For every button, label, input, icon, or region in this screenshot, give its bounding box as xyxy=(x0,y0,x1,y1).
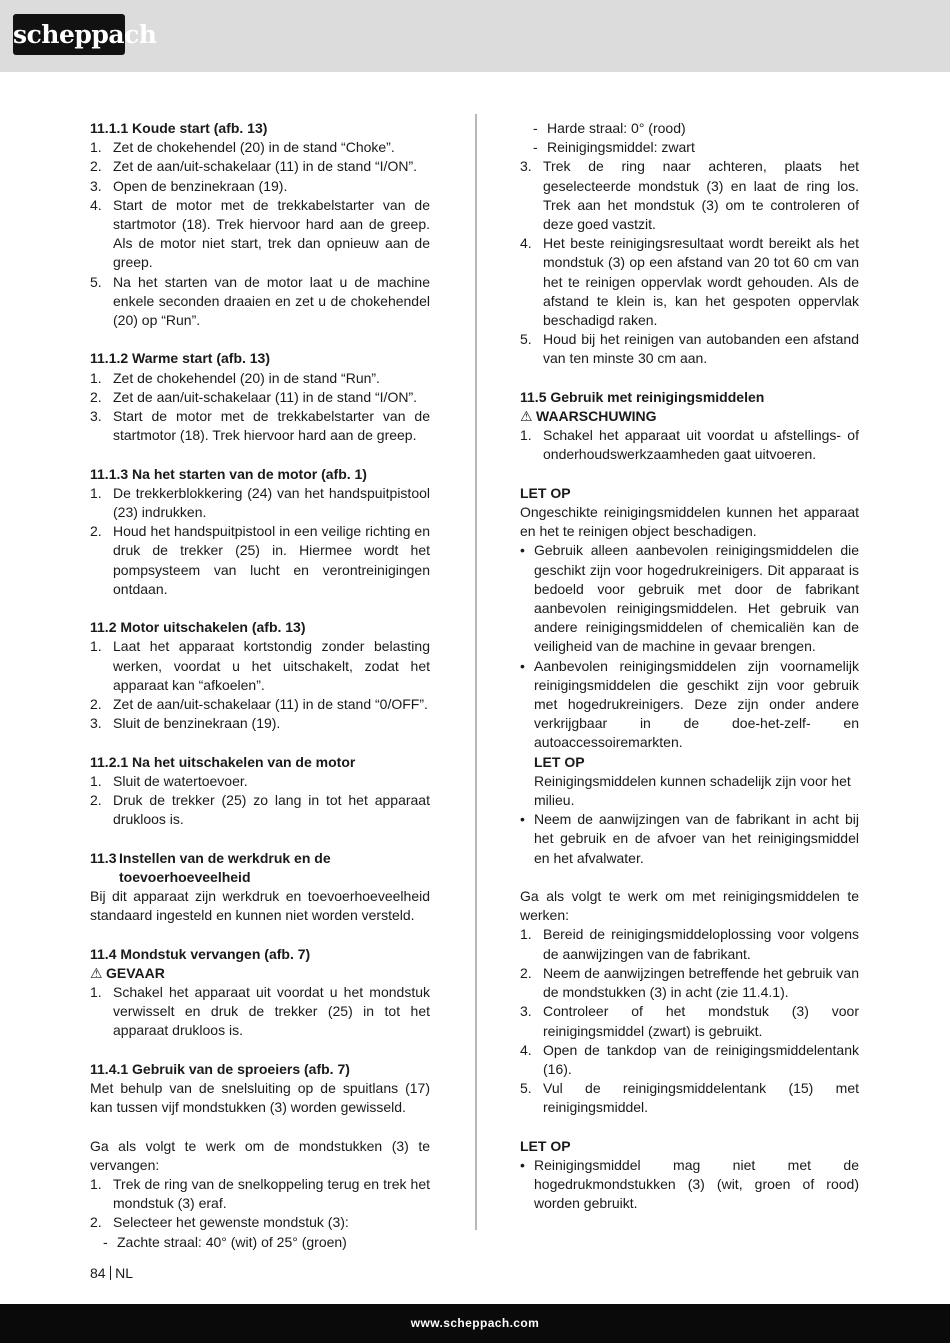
list-item-number: 3. xyxy=(520,1003,532,1020)
list-item xyxy=(520,1041,859,1079)
list-item-text: Neem de aanwijzingen betreffende het gebruik van de mondstukken (3) in acht (zie 11.4.1). xyxy=(543,964,859,1001)
note-text: Ongeschikte reinigingsmiddelen kunnen het apparaat en het te reinigen object beschadigen. xyxy=(520,504,859,540)
list-item-number: 2. xyxy=(90,158,102,175)
list-detergent-steps xyxy=(520,925,859,1117)
list-item-text: Selecteer het gewenste mondstuk (3): xyxy=(113,1214,349,1231)
list-item-text: Bereid de reinigingsmiddeloplossing voor volgens de aanwijzingen van de fabrikant. xyxy=(543,926,859,962)
list-11-4 xyxy=(90,983,430,1041)
paragraph-11-4-1-intro: Ga als volgt te werk om de mondstukken (3) te vervangen: xyxy=(90,1137,430,1173)
list-item xyxy=(90,157,430,176)
warning-triangle-icon: ⚠ xyxy=(90,964,103,981)
warning-label: GEVAAR xyxy=(106,964,165,981)
list-item-text: Het beste reinigingsresultaat wordt bereikt als het mondstuk (3) op een afstand van 20 tot 60 cm van het te reinigen oppervlak wordt gehouden. Als de afstand te klein is, kan het gespoten oppervlak beschadigd raken. xyxy=(543,235,859,329)
list-item-number: 4. xyxy=(90,196,102,213)
list-item xyxy=(90,1213,430,1232)
dash-item: - Harde straal: 0° (rood) xyxy=(533,120,686,136)
list-item-number: 1. xyxy=(520,926,532,943)
list-item-number: 3. xyxy=(520,158,532,175)
list-item-text: Trek de ring van de snelkoppeling terug en trek het mondstuk (3) eraf. xyxy=(113,1176,430,1212)
list-item-text: Start de motor met de trekkabelstarter van de startmotor (18). Trek hiervoor hard aan de greep. xyxy=(113,408,430,444)
section-title-11-2: 11.2 Motor uitschakelen (afb. 13) xyxy=(90,619,306,636)
note-title: LET OP xyxy=(520,1137,571,1154)
list-item xyxy=(90,177,430,196)
list-item xyxy=(90,388,430,407)
page-footer xyxy=(90,1265,133,1282)
section-title-11-3 xyxy=(90,849,430,887)
list-item xyxy=(90,196,430,273)
list-item-text: Open de tankdop van de reinigingsmiddelentank (16). xyxy=(543,1041,859,1077)
list-item-text: Vul de reinigingsmiddelentank (15) met reinigingsmiddel. xyxy=(543,1080,859,1116)
left-column xyxy=(90,119,430,1252)
list-item-text: Schakel het apparaat uit voordat u het mondstuk verwisselt en druk de trekker (25) in tot het apparaat drukloos is. xyxy=(113,984,430,1039)
list-item-number: 4. xyxy=(520,235,532,252)
list-item xyxy=(520,426,859,464)
list-item-text: Sluit de watertoevoer. xyxy=(113,772,248,789)
list-item xyxy=(90,772,430,791)
list-11-1-2 xyxy=(90,369,430,446)
bullet-item: • Gebruik alleen aanbevolen reinigingsmiddelen die geschikt zijn voor hogedrukreinigers. Dit apparaat is bedoeld voor gebruik met door de fabrikant aanbevolen reinigingsmiddelen. Het gebruik van andere reinigingsmiddelen of chemicaliën kan de veiligheid van de machine in gevaar brengen. xyxy=(520,542,859,655)
bullet-item: • Reinigingsmiddel mag niet met de hogedrukmondstukken (3) (wit, groen of rood) worden gebruikt. xyxy=(520,1156,859,1212)
scheppach-logo: scheppach xyxy=(13,14,125,55)
list-item-number: 2. xyxy=(90,1214,102,1231)
list-item-number: 2. xyxy=(90,388,102,405)
list-11-2-1 xyxy=(90,772,430,830)
list-item-number: 3. xyxy=(90,715,102,732)
section-title-11-4-1: 11.4.1 Gebruik van de sproeiers (afb. 7) xyxy=(90,1060,350,1077)
list-11-4-1 xyxy=(90,1175,430,1233)
list-item xyxy=(90,983,430,1041)
list-item xyxy=(520,330,859,368)
list-item xyxy=(520,1079,859,1117)
list-item-text: Druk de trekker (25) zo lang in tot het apparaat drukloos is. xyxy=(113,792,430,828)
list-item-text: Trek de ring naar achteren, plaats het geselecteerde mondstuk (3) en laat de ring los. Trek aan het mondstuk (3) om te controleren of deze goed vastzit. xyxy=(543,158,859,233)
website-link[interactable]: www.scheppach.com xyxy=(410,1316,540,1330)
bullet-item: • Neem de aanwijzingen van de fabrikant in acht bij het gebruik en de afvoer van het reinigingsmiddel en het afvalwater. xyxy=(520,811,859,866)
list-item xyxy=(90,637,430,695)
list-item-number: 1. xyxy=(90,984,102,1001)
list-item xyxy=(520,925,859,963)
list-item xyxy=(520,157,859,234)
note-title: LET OP xyxy=(520,484,571,501)
section-title-11-1-1: 11.1.1 Koude start (afb. 13) xyxy=(90,120,268,136)
section-title-11-4: 11.4 Mondstuk vervangen (afb. 7) xyxy=(90,945,311,962)
list-item xyxy=(90,695,430,714)
list-item-text: Open de benzinekraan (19). xyxy=(113,177,288,194)
warning-label: WAARSCHUWING xyxy=(536,408,657,425)
dash-item: - Reinigingsmiddel: zwart xyxy=(533,139,695,156)
header-band xyxy=(0,0,950,72)
list-item xyxy=(90,484,430,522)
list-item-number: 1. xyxy=(520,427,532,444)
section-title-11-1-2: 11.1.2 Warme start (afb. 13) xyxy=(90,350,271,367)
list-item xyxy=(90,273,430,331)
column-divider xyxy=(475,114,477,1230)
footer-band xyxy=(0,1304,950,1343)
list-item-number: 3. xyxy=(90,177,102,194)
list-item-number: 2. xyxy=(90,523,102,540)
note-title: LET OP xyxy=(534,753,585,770)
page-separator xyxy=(110,1266,112,1280)
list-item-number: 1. xyxy=(90,1176,102,1193)
dash-item: - Zachte straal: 40° (wit) of 25° (groen) xyxy=(103,1233,347,1250)
list-item-text: Start de motor met de trekkabelstarter van de startmotor (18). Trek hiervoor hard aan de greep. Als de motor niet start, trek dan opnieuw aan de greep. xyxy=(113,196,430,271)
list-item-text: Controleer of het mondstuk (3) voor reinigingsmiddel (zwart) is gebruikt. xyxy=(543,1003,859,1039)
list-item-number: 1. xyxy=(90,484,102,501)
paragraph-intro: Ga als volgt te werk om met reinigingsmiddelen te werken: xyxy=(520,888,859,924)
language-code: NL xyxy=(115,1265,133,1281)
section-heading-11-3: Instellen van de werkdruk en de toevoerhoeveelheid xyxy=(119,849,331,885)
list-item-text: Houd het handspuitpistool in een veilige richting en druk de trekker (25) in. Hiermee wordt het pompsysteem van lucht en verontreinigingen ontdaan. xyxy=(113,523,430,597)
list-11-1-3 xyxy=(90,484,430,599)
warning-triangle-icon: ⚠ xyxy=(520,408,533,425)
list-item-text: De trekkerblokkering (24) van het handspuitpistool (23) indrukken. xyxy=(113,484,430,521)
right-column xyxy=(520,119,859,1214)
page-number: 84 xyxy=(90,1265,106,1281)
list-item-text: Zet de aan/uit-schakelaar (11) in de stand “0/OFF”. xyxy=(113,696,428,713)
list-item-number: 1. xyxy=(90,638,102,655)
list-item xyxy=(90,138,430,157)
list-item-text: Houd bij het reinigen van autobanden een afstand van ten minste 30 cm aan. xyxy=(543,331,859,367)
list-item-text: Zet de aan/uit-schakelaar (11) in de stand “I/ON”. xyxy=(113,158,417,175)
list-item-text: Schakel het apparaat uit voordat u afstellings- of onderhoudswerkzaamheden gaat uitvoeren. xyxy=(543,427,859,463)
list-nozzle-steps xyxy=(520,157,859,368)
paragraph-11-4-1: Met behulp van de snelsluiting op de spuitlans (17) kan tussen vijf mondstukken (3) worden gewisseld. xyxy=(90,1080,430,1116)
list-item-number: 1. xyxy=(90,369,102,386)
warning-gevaar xyxy=(90,964,430,983)
section-title-11-2-1: 11.2.1 Na het uitschakelen van de motor xyxy=(90,753,356,770)
list-11-1-1 xyxy=(90,138,430,330)
section-number-11-3: 11.3 xyxy=(90,849,117,866)
list-item-number: 2. xyxy=(90,792,102,809)
list-11-5 xyxy=(520,426,859,464)
list-item-number: 5. xyxy=(520,331,532,348)
list-item-text: Sluit de benzinekraan (19). xyxy=(113,715,281,732)
list-item-text: Zet de chokehendel (20) in de stand “Choke”. xyxy=(113,139,395,156)
list-item xyxy=(90,369,430,388)
bullet-item: • Aanbevolen reinigingsmiddelen zijn voornamelijk reinigingsmiddelen die geschikt zijn voor gebruik met hogedrukreinigers. Deze zijn onder andere verkrijgbaar in de doe-het-zelf- en autoaccessoiremarkten. xyxy=(520,657,859,751)
list-item-number: 2. xyxy=(90,696,102,713)
section-title-11-1-3: 11.1.3 Na het starten van de motor (afb. 1) xyxy=(90,465,367,482)
note-text: Reinigingsmiddelen kunnen schadelijk zijn voor het milieu. xyxy=(534,772,851,809)
list-item-number: 1. xyxy=(90,139,102,156)
list-item xyxy=(520,964,859,1002)
list-item-text: Zet de chokehendel (20) in de stand “Run”. xyxy=(113,369,380,386)
list-item-number: 1. xyxy=(90,772,102,789)
list-item xyxy=(520,234,859,330)
list-item-text: Zet de aan/uit-schakelaar (11) in de stand “I/ON”. xyxy=(113,388,417,405)
list-item xyxy=(90,791,430,829)
list-item-number: 5. xyxy=(520,1080,532,1097)
list-item-number: 5. xyxy=(90,273,102,290)
list-item xyxy=(90,522,430,599)
list-item-number: 2. xyxy=(520,964,532,981)
section-title-11-5: 11.5 Gebruik met reinigingsmiddelen xyxy=(520,388,765,405)
list-item xyxy=(520,1002,859,1040)
list-item xyxy=(90,714,430,733)
list-item-text: Na het starten van de motor laat u de machine enkele seconden draaien en zet u de chokehendel (20) op “Run”. xyxy=(113,273,430,329)
list-item-number: 3. xyxy=(90,408,102,425)
list-11-2 xyxy=(90,637,430,733)
list-item xyxy=(90,407,430,445)
list-item xyxy=(90,1175,430,1213)
warning-waarschuwing xyxy=(520,407,859,426)
paragraph-11-3: Bij dit apparaat zijn werkdruk en toevoerhoeveelheid standaard ingesteld en kunnen niet worden versteld. xyxy=(90,888,430,924)
list-item-number: 4. xyxy=(520,1041,532,1058)
list-item-text: Laat het apparaat kortstondig zonder belasting werken, voordat u het uitschakelt, zodat het apparaat kan “afkoelen”. xyxy=(113,638,430,693)
